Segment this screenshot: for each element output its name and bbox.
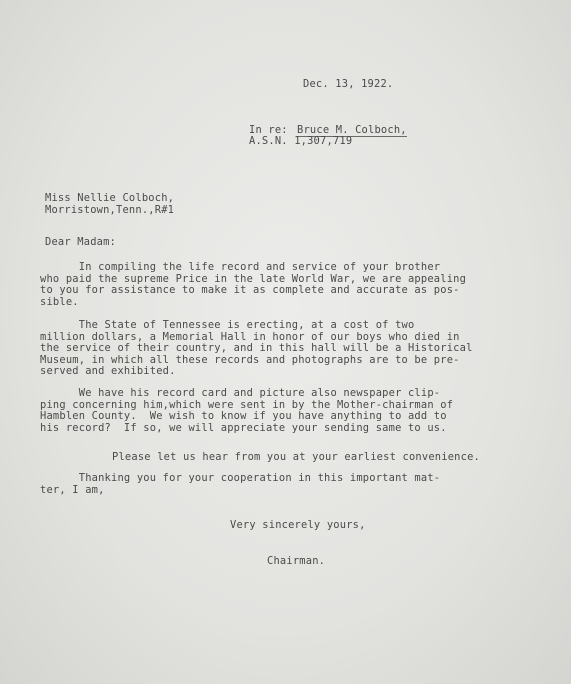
paragraph-line: Thanking you for your cooperation in this important mat-: [40, 472, 441, 484]
re-label: In re:: [249, 124, 288, 136]
paragraph-4: Please let us hear from you at your earliest convenience.: [112, 451, 480, 463]
paragraph-line: Museum, in which all these records and photographs are to be pre-: [40, 353, 460, 366]
paragraph-2: [40, 320, 510, 378]
paragraph-line: The State of Tennessee is erecting, at a cost of two: [40, 319, 415, 331]
paragraph-line: ter, I am,: [40, 483, 105, 496]
paragraph-5: [40, 473, 510, 496]
paragraph-line: his record? If so, we will appreciate your sending same to us.: [40, 421, 447, 434]
paragraph-line: served and exhibited.: [40, 365, 176, 378]
paragraph-line: who paid the supreme Price in the late World War, we are appealing: [40, 272, 467, 285]
paragraph-line: the service of their country, and in this hall will be a Historical: [40, 342, 473, 355]
re-service-number: A.S.N. 1,307,719: [249, 135, 353, 147]
paragraph-line: We have his record card and picture also newspaper clip-: [40, 387, 441, 399]
paragraph-line: In compiling the life record and service of your brother: [40, 261, 441, 273]
paragraph-line: ping concerning him,which were sent in by the Mother-chairman of: [40, 398, 454, 411]
paragraph-1: [40, 262, 510, 308]
signature-title: Chairman.: [267, 555, 326, 567]
closing: Very sincerely yours,: [230, 519, 366, 531]
salutation: Dear Madam:: [45, 236, 117, 248]
re-name: Bruce M. Colboch,: [297, 124, 407, 136]
paragraph-3: [40, 388, 510, 434]
paragraph-line: sible.: [40, 295, 79, 308]
recipient-name: Miss Nellie Colboch,: [45, 192, 175, 204]
recipient-address: Morristown,Tenn.,R#1: [45, 204, 175, 216]
letter-date: Dec. 13, 1922.: [303, 78, 394, 90]
paragraph-line: million dollars, a Memorial Hall in honor of our boys who died in: [40, 330, 460, 343]
paragraph-line: to you for assistance to make it as complete and accurate as pos-: [40, 284, 460, 297]
paragraph-line: Hamblen County. We wish to know if you have anything to add to: [40, 410, 447, 423]
